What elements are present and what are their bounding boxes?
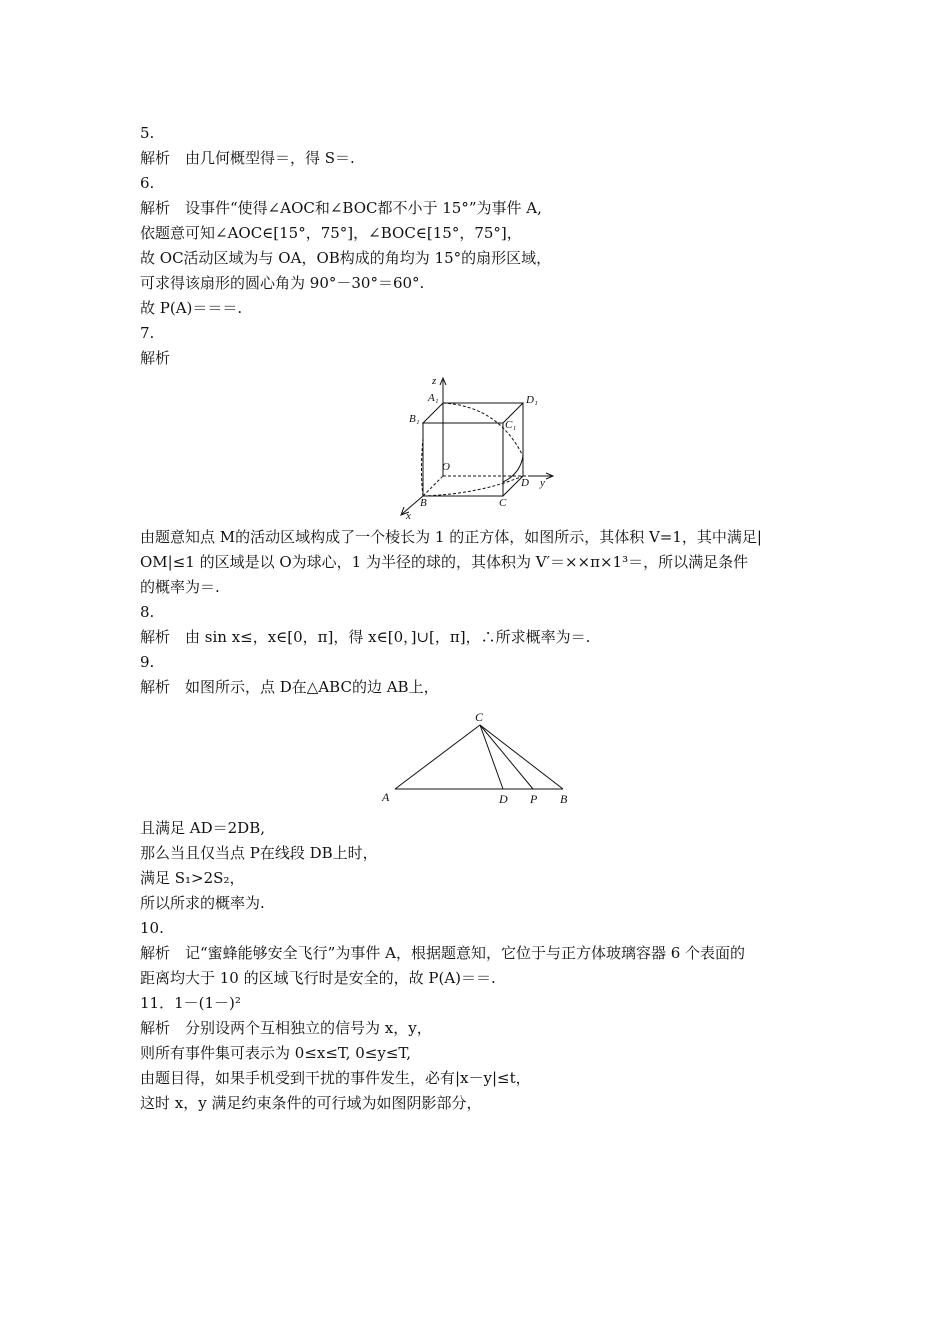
text-line: 解析 设事件“使得∠AOC和∠BOC都不小于 15°”为事件 A,	[140, 199, 542, 217]
label-C1: C₁	[505, 419, 517, 431]
label-B: B	[560, 792, 568, 806]
segment-AC	[395, 725, 480, 789]
hidden-edge	[423, 476, 443, 496]
triangle-figure	[375, 705, 580, 810]
text-line: 8.	[140, 603, 155, 621]
segment-CB	[480, 725, 563, 789]
segment-CD	[480, 725, 503, 789]
text-line: 且满足 AD＝2DB,	[140, 819, 265, 837]
text-line: 所以所求的概率为.	[140, 894, 265, 912]
text-line: 解析	[140, 349, 171, 367]
text-line: 10.	[140, 919, 164, 937]
label-A1: A₁	[428, 392, 439, 404]
label-D1: D₁	[526, 394, 538, 406]
text-line: 9.	[140, 653, 155, 671]
label-z: z	[432, 375, 437, 387]
text-line: 7.	[140, 324, 155, 342]
text-line: 这时 x，y 满足约束条件的可行域为如图阴影部分，	[140, 1094, 482, 1112]
text-line: 那么当且仅当点 P在线段 DB上时，	[140, 844, 378, 862]
text-line: 11．1－(1－)²	[140, 994, 241, 1012]
text-line: 5.	[140, 124, 155, 142]
text-line: 依题意可知∠AOC∈[15°，75°]，∠BOC∈[15°，75°]，	[140, 224, 522, 242]
text-line: 解析 记“蜜蜂能够安全飞行”为事件 A，根据题意知，它位于与正方体玻璃容器 6 个表面的	[140, 944, 746, 962]
label-B1: B₁	[409, 413, 420, 425]
text-line: 满足 S₁>2S₂，	[140, 869, 245, 887]
text-line: 故 OC活动区域为与 OA，OB构成的角均为 15°的扇形区域，	[140, 249, 552, 267]
segment-CP	[480, 725, 533, 789]
label-O: O	[442, 461, 450, 473]
label-B: B	[420, 497, 427, 509]
text-line: 解析 由几何概型得＝，得 S＝.	[140, 149, 355, 167]
text-line: 则所有事件集可表示为 0≤x≤T, 0≤y≤T,	[140, 1044, 411, 1062]
text-line: 由题意知点 M的活动区域构成了一个棱长为 1 的正方体，如图所示，其体积 V=1，其中满足|	[140, 528, 762, 546]
label-C: C	[499, 497, 507, 509]
text-line: 可求得该扇形的圆心角为 90°－30°＝60°.	[140, 274, 425, 292]
label-D: D	[521, 477, 529, 489]
text-line: 由题目得，如果手机受到干扰的事件发生，必有|x－y|≤t，	[140, 1069, 531, 1087]
cube-front-face	[423, 423, 503, 496]
text-line: 解析 由 sin x≤，x∈[0，π]，得 x∈[0，]∪[，π]，∴所求概率为＝.	[140, 628, 591, 646]
text-line: 的概率为＝.	[140, 578, 220, 596]
text-line: 6.	[140, 174, 155, 192]
text-line: OM|≤1 的区域是以 O为球心，1 为半径的球的，其体积为 V′＝××π×1³＝，所以满足条件	[140, 553, 749, 571]
label-A: A	[382, 790, 390, 804]
text-line: 解析 如图所示，点 D在△ABC的边 AB上，	[140, 678, 439, 696]
label-D: D	[499, 792, 508, 806]
text-line: 故 P(A)＝＝＝.	[140, 299, 243, 317]
label-x: x	[406, 510, 411, 522]
label-P: P	[530, 792, 538, 806]
sphere-arc	[503, 456, 523, 482]
cube-figure	[390, 372, 570, 522]
text-line: 距离均大于 10 的区域飞行时是安全的，故 P(A)＝＝.	[140, 969, 496, 987]
cube-right-edges	[503, 403, 523, 496]
label-y: y	[540, 477, 545, 489]
text-line: 解析 分别设两个互相独立的信号为 x，y，	[140, 1019, 432, 1037]
label-C: C	[475, 710, 484, 724]
